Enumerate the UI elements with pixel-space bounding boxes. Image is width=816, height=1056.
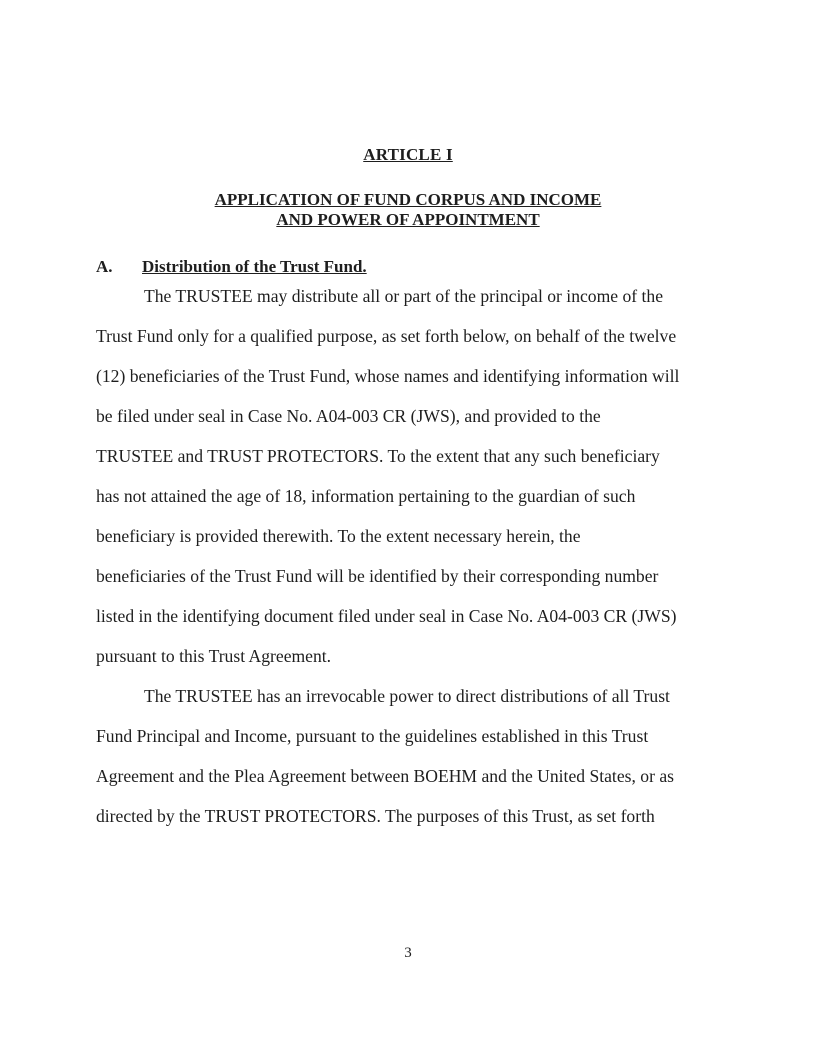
paragraph-line: beneficiaries of the Trust Fund will be identified by their corresponding number [96, 566, 659, 586]
article-heading-line-1: APPLICATION OF FUND CORPUS AND INCOME [214, 190, 602, 209]
paragraph-line: be filed under seal in Case No. A04-003 CR (JWS), and provided to the [96, 406, 601, 426]
paragraph-line: Fund Principal and Income, pursuant to the guidelines established in this Trust [96, 726, 649, 746]
paragraph-line: has not attained the age of 18, information pertaining to the guardian of such [96, 486, 636, 506]
paragraph-line: beneficiary is provided therewith. To the extent necessary herein, the [96, 526, 581, 546]
paragraph-line: Agreement and the Plea Agreement between BOEHM and the United States, or as [96, 766, 674, 786]
article-heading-line-2: AND POWER OF APPOINTMENT [276, 210, 540, 229]
section-heading [96, 257, 367, 277]
paragraph-line: TRUSTEE and TRUST PROTECTORS. To the extent that any such beneficiary [96, 446, 660, 466]
article-title: ARTICLE I [363, 145, 453, 164]
paragraph-line: directed by the TRUST PROTECTORS. The purposes of this Trust, as set forth [96, 806, 655, 826]
paragraph-line: The TRUSTEE may distribute all or part of the principal or income of the [144, 286, 664, 306]
paragraph-line: listed in the identifying document filed under seal in Case No. A04-003 CR (JWS) [96, 606, 677, 626]
paragraph-2 [96, 676, 736, 836]
page-number: 3 [404, 945, 412, 961]
paragraph-line: The TRUSTEE has an irrevocable power to direct distributions of all Trust [144, 686, 670, 706]
section-title: Distribution of the Trust Fund. [142, 257, 367, 276]
paragraph-line: (12) beneficiaries of the Trust Fund, whose names and identifying information will [96, 366, 680, 386]
article-heading [0, 190, 816, 230]
paragraph-line: pursuant to this Trust Agreement. [96, 646, 332, 666]
body-text [96, 276, 736, 836]
paragraph-1 [96, 276, 736, 676]
section-letter: A. [96, 257, 113, 276]
paragraph-line: Trust Fund only for a qualified purpose, as set forth below, on behalf of the twelve [96, 326, 677, 346]
